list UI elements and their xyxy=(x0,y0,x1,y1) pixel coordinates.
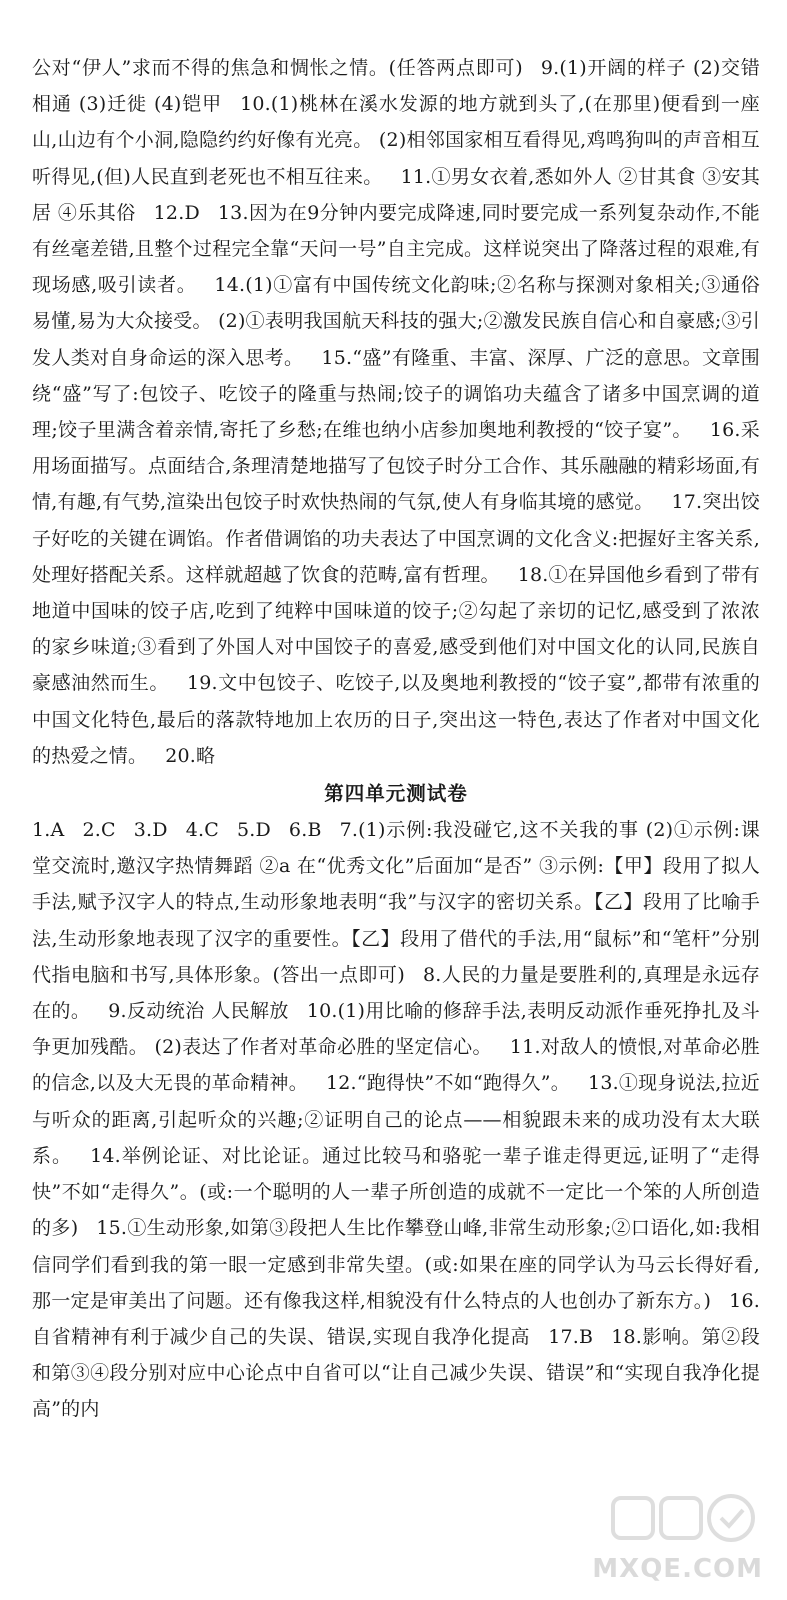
answer-item: 18.①在异国他乡看到了带有地道中国味的饺子店,吃到了纯粹中国味道的饺子;②勾起了亲切的记忆,感受到了浓浓的家乡味道;③看到了外国人对中国饺子的喜爱,感受到他们对中国文化的认同,民族自豪感油然而生。 xyxy=(32,563,760,695)
watermark-url: MXQE.COM xyxy=(592,1554,763,1584)
answer-item: 7.(1)示例:我没碰它,这不关我的事 (2)①示例:课堂交流时,邀汉字热情舞蹈 ②a 在“优秀文化”后面加“是否” ③示例:【甲】段用了拟人手法,赋予汉字人的特点,生动形象地表明“我”与汉字的密切关系。【乙】段用了比喻手法,生动形象地表现了汉字的重要性。【乙】段用了借代的手法,用“鼠标”和“笔杆”分别代指电脑和书写,具体形象。(答出一点即可) xyxy=(32,819,760,986)
answer-page xyxy=(32,50,760,1428)
answer-item: 13.因为在9分钟内要完成降速,同时要完成一系列复杂动作,不能有丝毫差错,且整个过程完全靠“天问一号”自主完成。这样说突出了降落过程的艰难,有现场感,吸引读者。 xyxy=(32,201,760,297)
answer-item: 16.采用场面描写。点面结合,条理清楚地描写了包饺子时分工合作、其乐融融的精彩场面,有情,有趣,有气势,渲染出包饺子时欢快热闹的气氛,使人有身临其境的感觉。 xyxy=(32,419,760,514)
answer-item: 17.B xyxy=(548,1325,594,1348)
answer-item: 4.C xyxy=(185,819,219,842)
answer-item: 10.(1)用比喻的修辞手法,表明反动派作垂死挣扎及斗争更加残酷。 (2)表达了作者对革命必胜的坚定信心。 xyxy=(32,1000,760,1059)
answer-item: 19.文中包饺子、吃饺子,以及奥地利教授的“饺子宴”,都带有浓重的中国文化特色,最后的落款特地加上农历的日子,突出这一特色,表达了作者对中国文化的热爱之情。 xyxy=(32,672,760,767)
answer-item: 3.D xyxy=(133,819,168,842)
answer-item: 15.①生动形象,如第③段把人生比作攀登山峰,非常生动形象;②口语化,如:我相信同学们看到我的第一眼一定感到非常失望。(或:如果在座的同学认为马云长得好看,那一定是审美出了问题。还有像我这样,相貌没有什么特点的人也创办了新东方。) xyxy=(32,1217,760,1312)
answer-item: 5.D xyxy=(236,819,271,842)
answer-item: 20.略 xyxy=(165,744,216,767)
answer-item: 9.(1)开阔的样子 (2)交错相通 (3)迁徙 (4)铠甲 xyxy=(32,57,760,116)
answer-item: 13.①现身说法,拉近与听众的距离,引起听众的兴趣;②证明自己的论点——相貌跟未来的成功没有太大联系。 xyxy=(32,1072,760,1167)
answer-item: 14.(1)①富有中国传统文化韵味;②名称与探测对象相关;③通俗易懂,易为大众接受。 (2)①表明我国航天科技的强大;②激发民族自信心和自豪感;③引发人类对自身命运的深入思考。 xyxy=(32,274,760,369)
answer-item: 15.“盛”有隆重、丰富、深厚、广泛的意思。文章围绕“盛”写了:包饺子、吃饺子的隆重与热闹;饺子的调馅功夫蕴含了诸多中国烹调的道理;饺子里满含着亲情,寄托了乡愁;在维也纳小店参加奥地利教授的“饺子宴”。 xyxy=(32,346,760,442)
answer-item: 11.对敌人的愤恨,对革命必胜的信念,以及大无畏的革命精神。 xyxy=(32,1036,760,1095)
answer-item: 11.①男女衣着,悉如外人 ②甘其食 ③安其居 ④乐其俗 xyxy=(32,165,760,224)
answer-item: 2.C xyxy=(82,819,116,842)
answer-item: 18.影响。第②段和第③④段分别对应中心论点中自省可以“让自己减少失误、错误”和“实现自我净化提高”的内 xyxy=(32,1325,760,1421)
answer-item: 8.人民的力量是要胜利的,真理是永远存在的。 xyxy=(32,963,761,1023)
answer-item: 6.B xyxy=(288,819,322,842)
answer-block-unit3 xyxy=(32,50,760,774)
answer-item: 12.“跑得快”不如“跑得久”。 xyxy=(325,1072,571,1095)
site-watermark xyxy=(592,1492,769,1584)
answer-block-unit4 xyxy=(32,812,760,1427)
answer-item: 14.举例论证、对比论证。通过比较马和骆驼一辈子谁走得更远,证明了“走得快”不如“走得久”。(或:一个聪明的人一辈子所创造的成就不一定比一个笨的人所创造的多) xyxy=(32,1144,761,1240)
answer-item: 17.突出饺子好吃的关键在调馅。作者借调馅的功夫表达了中国烹调的文化含义:把握好主客关系,处理好搭配关系。这样就超越了饮食的范畴,富有哲理。 xyxy=(32,491,760,586)
answer-item: 16.自省精神有利于减少自己的失误、错误,实现自我净化提高 xyxy=(32,1289,760,1348)
answer-item: 9.反动统治 人民解放 xyxy=(108,1000,289,1023)
section-title: 第四单元测试卷 xyxy=(324,782,468,806)
answer-item: 公对“伊人”求而不得的焦急和惆怅之情。(任答两点即可) xyxy=(32,57,523,79)
answer-item: 10.(1)桃林在溪水发源的地方就到头了,(在那里)便看到一座山,山边有个小洞,隐隐约约好像有光亮。 (2)相邻国家相互看得见,鸡鸣狗叫的声音相互听得见,(但)人民直到老死也不相互往来。 xyxy=(32,93,760,188)
watermark-logo-icon xyxy=(609,1492,759,1548)
answer-item: 12.D xyxy=(153,201,200,224)
answer-item: 1.A xyxy=(32,819,65,842)
